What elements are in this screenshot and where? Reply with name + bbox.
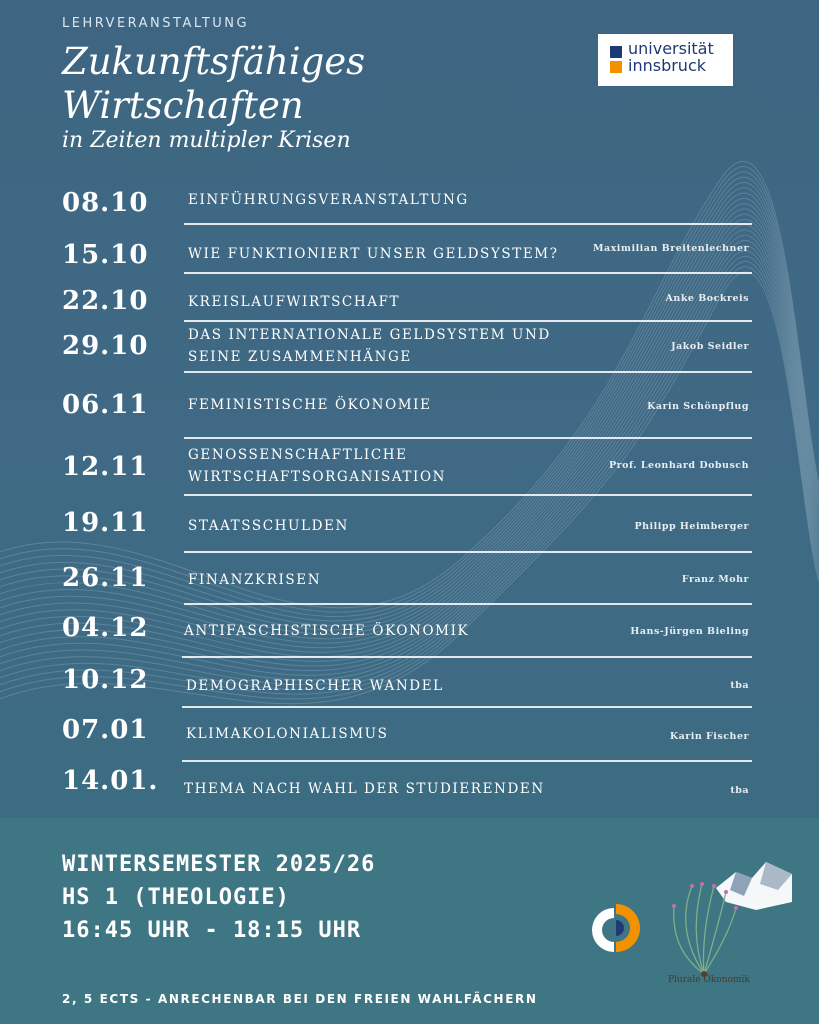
session-topic: KREISLAUFWIRTSCHAFT <box>188 294 401 310</box>
ects-note: 2, 5 ECTS - ANRECHENBAR BEI DEN FREIEN WAHLFÄCHERN <box>62 992 538 1006</box>
university-name-line-1: universität <box>628 39 714 58</box>
session-topic: WIE FUNKTIONIERT UNSER GELDSYSTEM? <box>188 246 559 262</box>
time-label: 16:45 UHR - 18:15 UHR <box>62 918 362 943</box>
session-date: 10.12 <box>62 665 149 695</box>
session-topic: THEMA NACH WAHL DER STUDIERENDEN <box>184 781 545 797</box>
session-speaker: Maximilian Breitenlechner <box>592 243 749 254</box>
session-speaker: Karin Fischer <box>669 731 749 742</box>
title-line-2: Wirtschaften <box>62 84 304 127</box>
session-topic: KLIMAKOLONIALISMUS <box>186 726 389 742</box>
session-topic: STAATSSCHULDEN <box>188 518 349 534</box>
subtitle: in Zeiten multipler Krisen <box>62 128 351 153</box>
session-speaker: tba <box>730 680 749 691</box>
row-divider <box>184 437 752 439</box>
session-topic: DAS INTERNATIONALE GELDSYSTEM UND SEINE ZUSAMMENHÄNGE <box>188 327 551 365</box>
plurale-oekonomik-logo <box>656 856 796 986</box>
ring-logo-icon <box>590 900 640 956</box>
row-divider <box>182 706 752 708</box>
session-speaker: Prof. Leonhard Dobusch <box>609 460 749 471</box>
session-date: 29.10 <box>62 331 149 361</box>
session-speaker: Anke Bockreis <box>665 293 749 304</box>
row-divider <box>184 223 752 225</box>
session-topic: GENOSSENSCHAFTLICHE WIRTSCHAFTSORGANISATION <box>188 447 447 485</box>
logo-square-orange <box>610 61 622 73</box>
row-divider <box>184 371 752 373</box>
session-topic: ANTIFASCHISTISCHE ÖKONOMIK <box>184 623 470 639</box>
row-divider <box>182 656 752 658</box>
wave-line <box>0 161 819 607</box>
session-topic: FEMINISTISCHE ÖKONOMIE <box>188 397 432 413</box>
session-date: 15.10 <box>62 240 149 270</box>
session-date: 06.11 <box>62 390 149 420</box>
session-date: 19.11 <box>62 508 149 538</box>
session-topic: EINFÜHRUNGSVERANSTALTUNG <box>188 192 469 208</box>
row-divider <box>182 760 752 762</box>
room-label: HS 1 (THEOLOGIE) <box>62 885 290 910</box>
session-date: 12.11 <box>62 452 149 482</box>
title-line-1: Zukunftsfähiges <box>62 40 366 83</box>
row-divider <box>184 272 752 274</box>
session-speaker: Jakob Seidler <box>671 341 749 352</box>
session-speaker: Philipp Heimberger <box>634 521 749 532</box>
university-logo <box>598 34 733 86</box>
session-date: 07.01 <box>62 715 149 745</box>
session-topic: DEMOGRAPHISCHER WANDEL <box>186 678 444 694</box>
plurale-oekonomik-label: Plurale Ökonomik <box>668 975 750 985</box>
eyebrow-label: LEHRVERANSTALTUNG <box>62 16 250 31</box>
session-speaker: Franz Mohr <box>681 574 749 585</box>
semester-label: WINTERSEMESTER 2025/26 <box>62 852 376 877</box>
row-divider <box>184 603 752 605</box>
row-divider <box>184 320 752 322</box>
session-speaker: tba <box>730 785 749 796</box>
session-date: 04.12 <box>62 613 149 643</box>
session-date: 22.10 <box>62 286 149 316</box>
row-divider <box>184 494 752 496</box>
row-divider <box>184 551 752 553</box>
session-date: 14.01. <box>62 766 159 796</box>
session-date: 08.10 <box>62 188 149 218</box>
session-topic: FINANZKRISEN <box>188 572 322 588</box>
university-name <box>628 40 714 74</box>
session-speaker: Hans-Jürgen Bieling <box>630 626 749 637</box>
university-name-line-2: innsbruck <box>628 56 706 75</box>
logo-square-blue <box>610 46 622 58</box>
session-speaker: Karin Schönpflug <box>647 401 749 412</box>
session-date: 26.11 <box>62 563 149 593</box>
